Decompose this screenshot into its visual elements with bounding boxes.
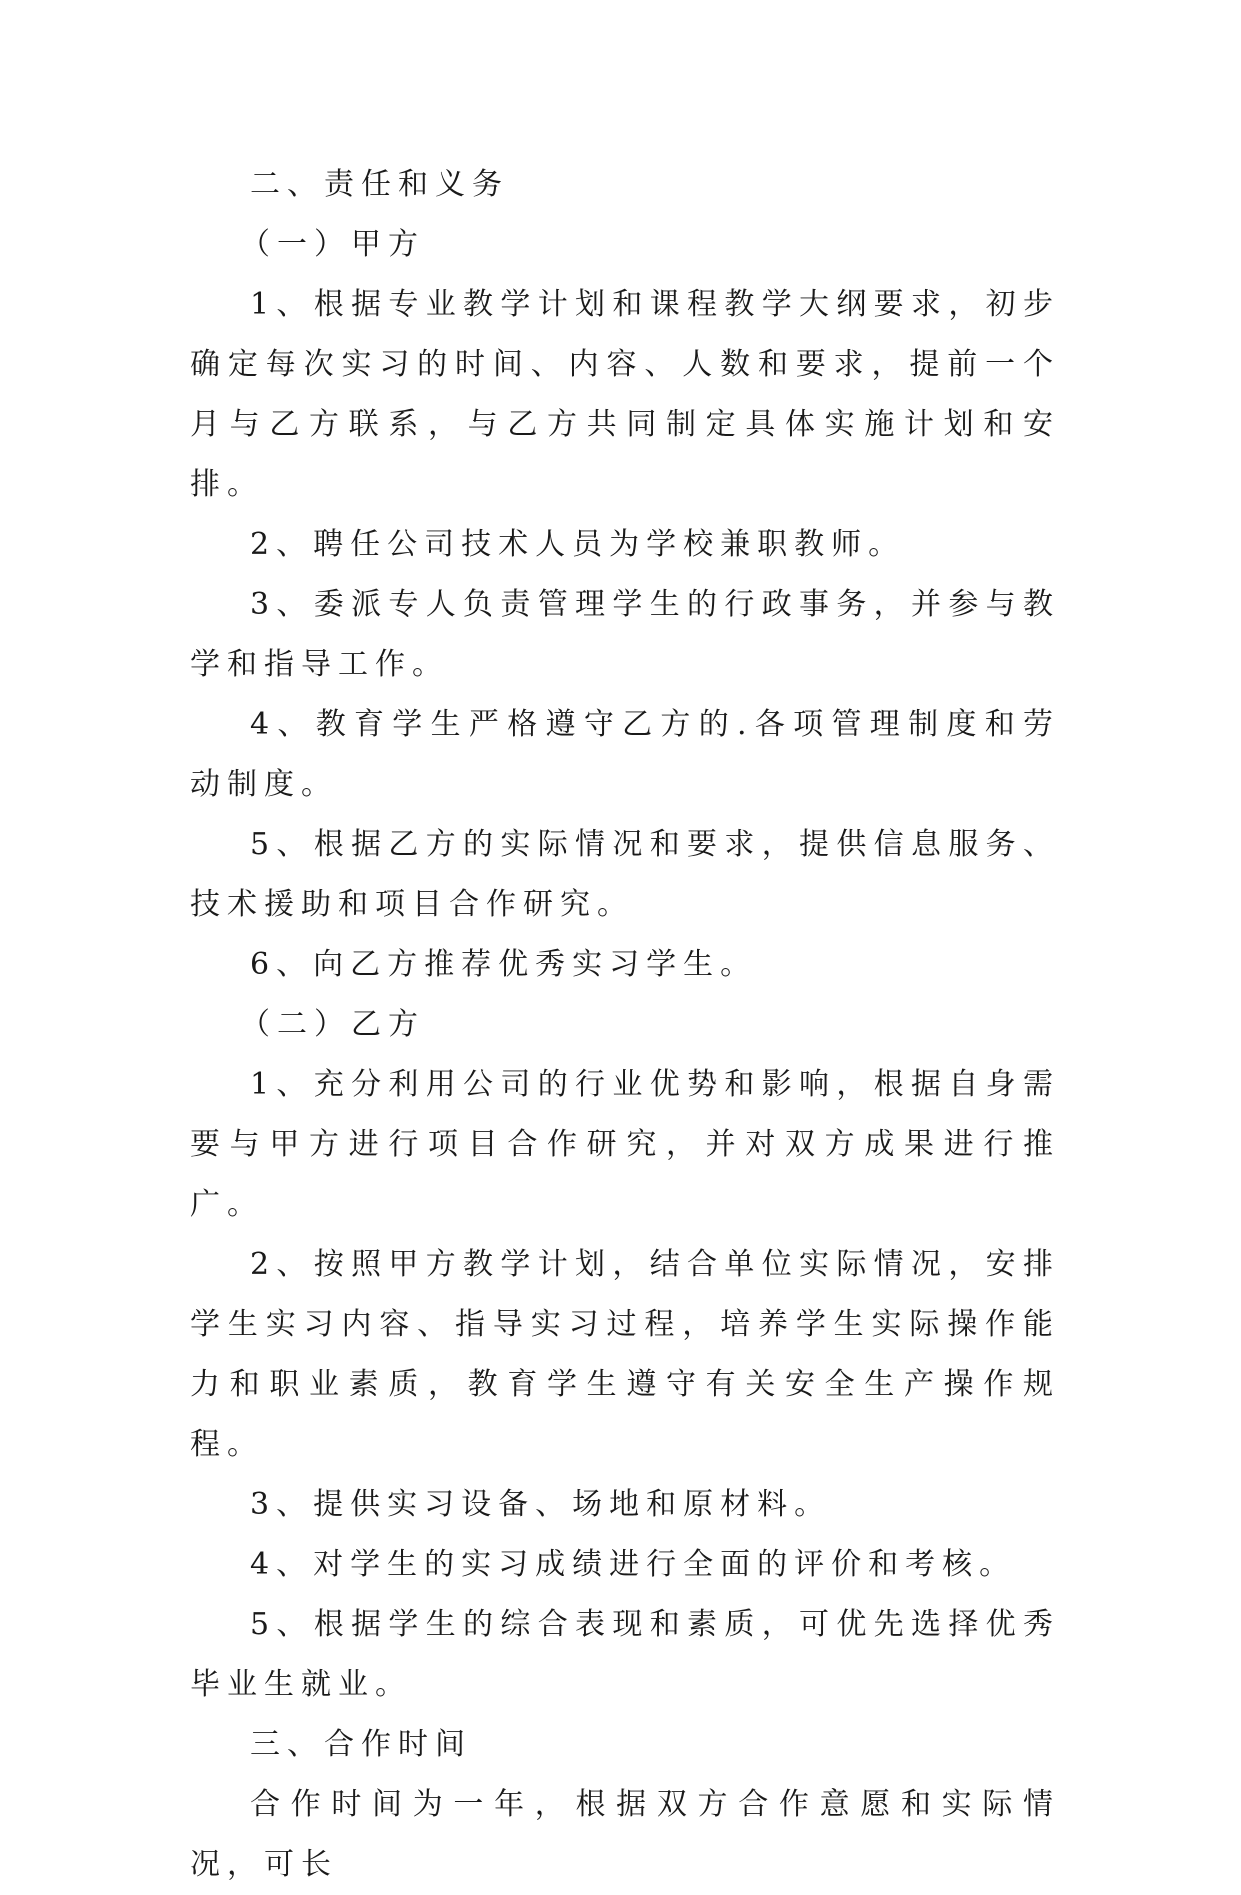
party-b-clause-1: 1、充分利用公司的行业优势和影响，根据自身需要与甲方进行项目合作研究，并对双方成果进行推广。 bbox=[190, 1067, 1060, 1222]
section-heading-cooperation-period: 三、合作时间 bbox=[250, 1727, 472, 1762]
party-b-clause-4: 4、对学生的实习成绩进行全面的评价和考核。 bbox=[250, 1547, 1017, 1582]
party-a-clause-1: 1、根据专业教学计划和课程教学大纲要求，初步确定每次实习的时间、内容、人数和要求，提前一个月与乙方联系，与乙方共同制定具体实施计划和安排。 bbox=[190, 287, 1060, 502]
section-heading-responsibilities: 二、责任和义务 bbox=[250, 167, 509, 202]
document-body bbox=[190, 155, 1060, 1895]
cooperation-period-text: 合作时间为一年，根据双方合作意愿和实际情况，可长 bbox=[190, 1787, 1060, 1882]
party-a-clause-2: 2、聘任公司技术人员为学校兼职教师。 bbox=[250, 527, 906, 562]
subsection-heading-party-a: （一）甲方 bbox=[240, 227, 425, 262]
party-b-clause-2: 2、按照甲方教学计划，结合单位实际情况，安排学生实习内容、指导实习过程，培养学生实际操作能力和职业素质，教育学生遵守有关安全生产操作规程。 bbox=[190, 1247, 1060, 1462]
party-a-clause-6: 6、向乙方推荐优秀实习学生。 bbox=[250, 947, 758, 982]
subsection-heading-party-b: （二）乙方 bbox=[240, 1007, 425, 1042]
party-a-clause-4: 4、教育学生严格遵守乙方的.各项管理制度和劳动制度。 bbox=[190, 707, 1060, 802]
party-b-clause-5: 5、根据学生的综合表现和素质，可优先选择优秀毕业生就业。 bbox=[190, 1607, 1060, 1702]
party-a-clause-5: 5、根据乙方的实际情况和要求，提供信息服务、技术援助和项目合作研究。 bbox=[190, 827, 1060, 922]
party-a-clause-3: 3、委派专人负责管理学生的行政事务，并参与教学和指导工作。 bbox=[190, 587, 1060, 682]
party-b-clause-3: 3、提供实习设备、场地和原材料。 bbox=[250, 1487, 832, 1522]
